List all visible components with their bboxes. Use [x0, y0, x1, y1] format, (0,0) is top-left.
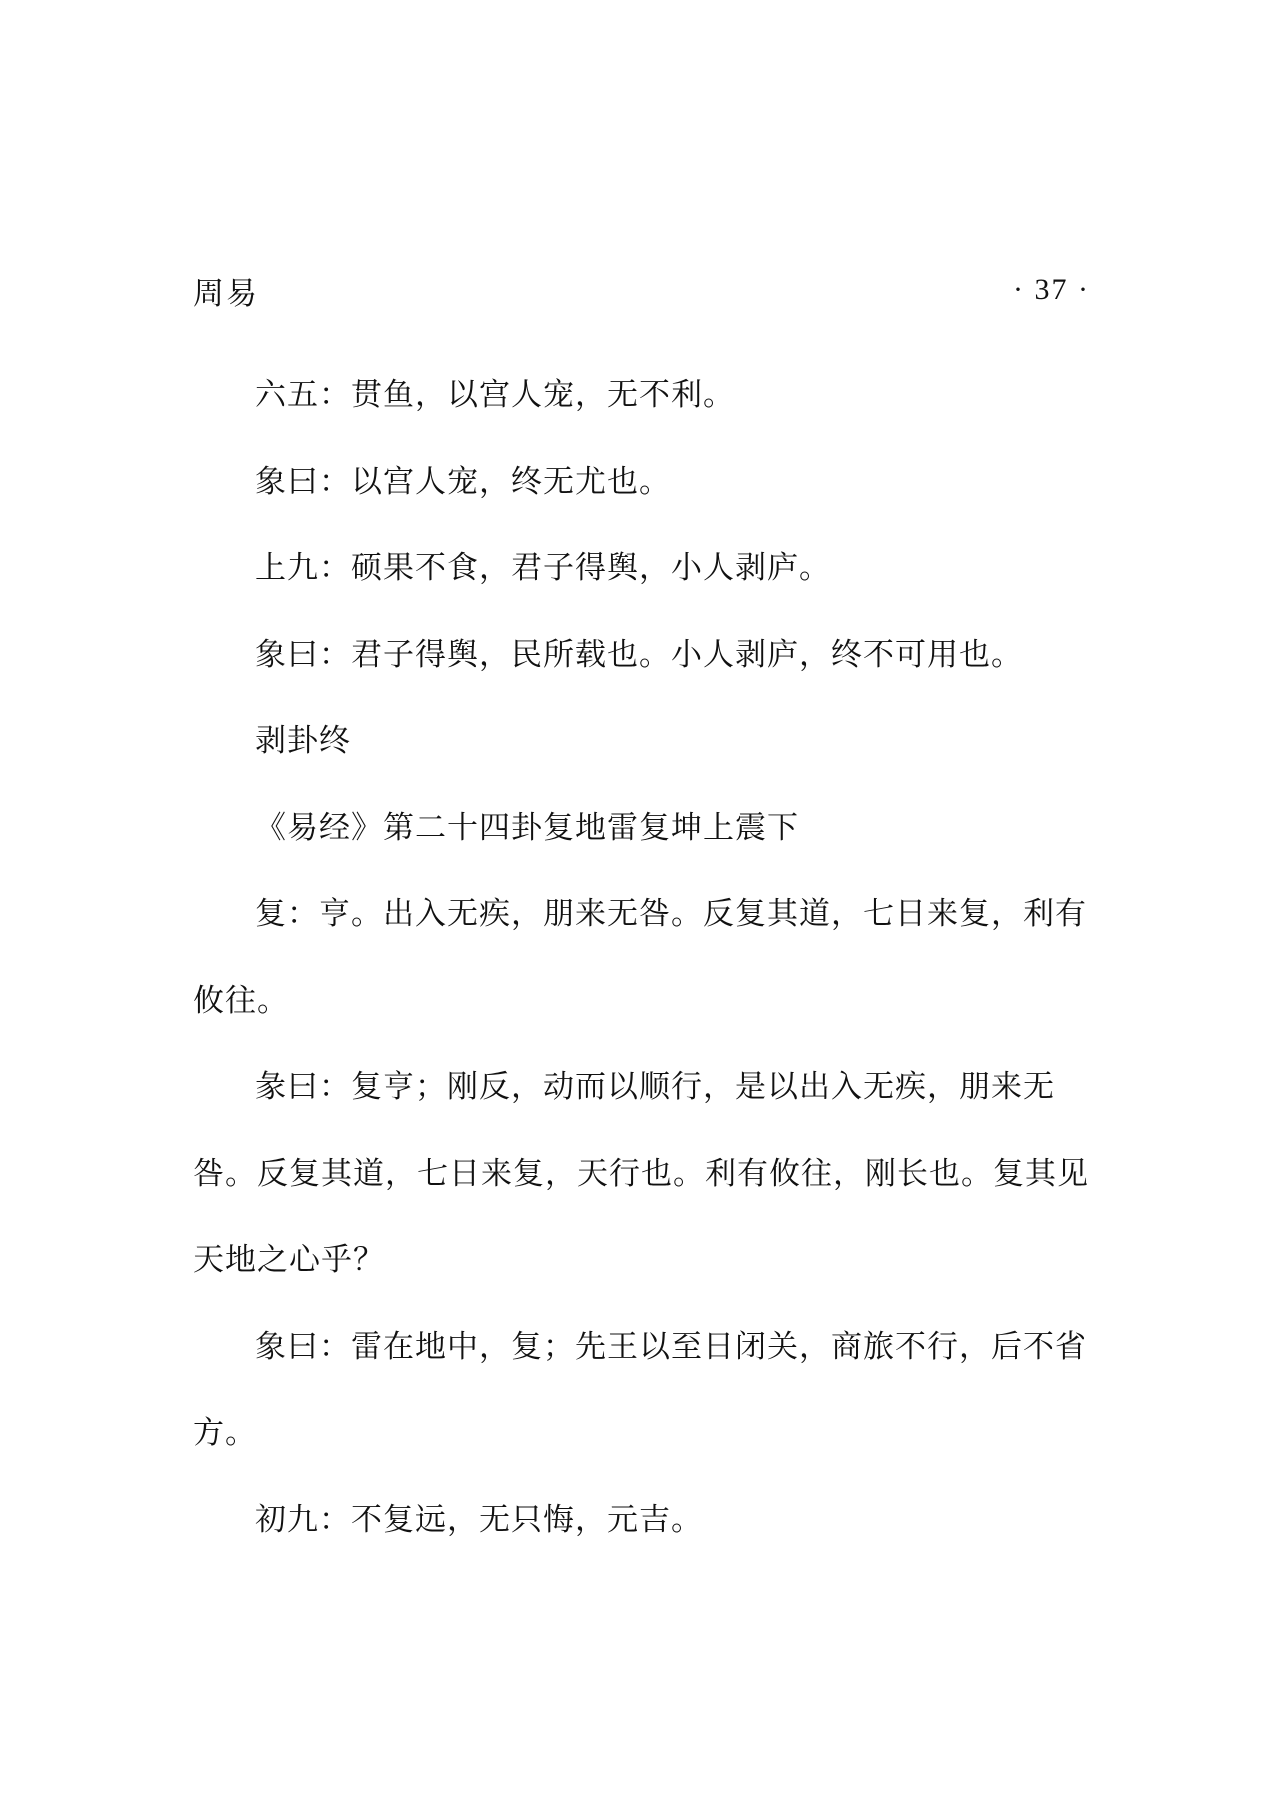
section-end-note: 剥卦终: [255, 723, 351, 759]
running-header: [193, 268, 1090, 312]
body-text: [193, 352, 1090, 1563]
paragraph: 彖曰：复亨；刚反，动而以顺行，是以出入无疾，朋来无咎。反复其道，七日来复，天行也。利有攸往，刚长也。复其见天地之心乎？: [193, 1069, 1089, 1278]
paragraph: 复：亨。出入无疾，朋来无咎。反复其道，七日来复，利有攸往。: [193, 896, 1087, 1019]
hexagram-heading: 《易经》第二十四卦复地雷复坤上震下: [255, 809, 799, 846]
paragraph: 初九：不复远，无只悔，元吉。: [255, 1501, 703, 1538]
paragraph: 上九：硕果不食，君子得舆，小人剥庐。: [255, 550, 831, 586]
book-title: 周易: [193, 275, 259, 312]
paragraph: 六五：贯鱼，以宫人宠，无不利。: [255, 377, 735, 413]
page-number: · 37 ·: [1013, 273, 1090, 306]
paragraph: 象曰：君子得舆，民所载也。小人剥庐，终不可用也。: [255, 636, 1023, 673]
paragraph: 象曰：以宫人宠，终无尤也。: [255, 463, 671, 500]
paragraph: 象曰：雷在地中，复；先王以至日闭关，商旅不行，后不省方。: [193, 1328, 1087, 1451]
